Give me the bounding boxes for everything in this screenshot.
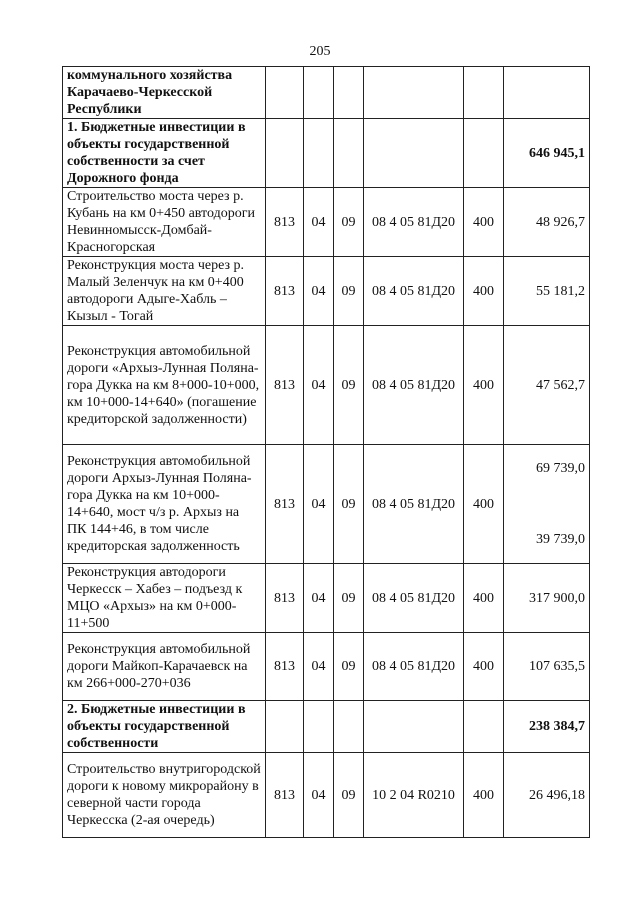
cell-name: Реконструкция автомобильной дороги Майкоп-Карачаевск на км 266+000-270+036 <box>63 633 266 701</box>
page-number: 205 <box>309 44 331 59</box>
cell-sum: 47 562,7 <box>504 326 590 445</box>
cell-sum: 26 496,18 <box>504 753 590 838</box>
cell-csr <box>364 119 464 188</box>
table-row <box>63 701 590 753</box>
cell-name: Реконструкция моста через р. Малый Зеленчук на км 0+400 автодороги Адыге-Хабль – Кызыл - Тогай <box>63 257 266 326</box>
cell-ved: 813 <box>266 326 304 445</box>
cell-ved: 813 <box>266 633 304 701</box>
cell-vr: 400 <box>464 445 504 564</box>
cell-ved: 813 <box>266 564 304 633</box>
cell-vr <box>464 119 504 188</box>
cell-pr <box>334 701 364 753</box>
cell-rz <box>304 701 334 753</box>
cell-pr: 09 <box>334 564 364 633</box>
cell-pr: 09 <box>334 445 364 564</box>
cell-sum: 317 900,0 <box>504 564 590 633</box>
cell-pr: 09 <box>334 188 364 257</box>
cell-name: 2. Бюджетные инвестиции в объекты государственной собственности <box>63 701 266 753</box>
cell-rz: 04 <box>304 188 334 257</box>
cell-pr: 09 <box>334 257 364 326</box>
cell-csr: 08 4 05 81Д20 <box>364 326 464 445</box>
cell-rz <box>304 119 334 188</box>
cell-name: Реконструкция автомобильной дороги «Архыз-Лунная Поляна-гора Дукка на км 8+000-10+000, км 10+000-14+640» (погашение кредиторской задолженности) <box>63 326 266 445</box>
cell-ved <box>266 701 304 753</box>
table-body <box>63 67 590 838</box>
cell-ved <box>266 67 304 119</box>
table-row <box>63 257 590 326</box>
cell-sum: 646 945,1 <box>504 119 590 188</box>
cell-csr: 08 4 05 81Д20 <box>364 257 464 326</box>
table-row <box>63 633 590 701</box>
cell-rz: 04 <box>304 753 334 838</box>
table-row <box>63 564 590 633</box>
cell-vr: 400 <box>464 257 504 326</box>
cell-sum <box>504 445 590 564</box>
cell-rz: 04 <box>304 445 334 564</box>
cell-sum <box>504 67 590 119</box>
cell-name: коммунального хозяйства Карачаево-Черкесской Республики <box>63 67 266 119</box>
cell-rz <box>304 67 334 119</box>
cell-csr: 08 4 05 81Д20 <box>364 445 464 564</box>
cell-sum: 55 181,2 <box>504 257 590 326</box>
cell-vr: 400 <box>464 633 504 701</box>
cell-ved: 813 <box>266 753 304 838</box>
cell-name: Реконструкция автодороги Черкесск – Хабез – подъезд к МЦО «Архыз» на км 0+000-11+500 <box>63 564 266 633</box>
sum-total: 69 739,0 <box>536 461 585 476</box>
table-row <box>63 119 590 188</box>
cell-ved: 813 <box>266 188 304 257</box>
cell-rz: 04 <box>304 564 334 633</box>
table-row <box>63 445 590 564</box>
cell-vr: 400 <box>464 753 504 838</box>
cell-pr <box>334 67 364 119</box>
cell-sum: 48 926,7 <box>504 188 590 257</box>
cell-pr <box>334 119 364 188</box>
cell-rz: 04 <box>304 326 334 445</box>
cell-ved <box>266 119 304 188</box>
cell-rz: 04 <box>304 633 334 701</box>
cell-name: Реконструкция автомобильной дороги Архыз-Лунная Поляна-гора Дукка на км 10+000-14+640, мост ч/з р. Архыз на ПК 144+46, в том числе кредиторская задолженность <box>63 445 266 564</box>
cell-csr: 10 2 04 R0210 <box>364 753 464 838</box>
table-row <box>63 67 590 119</box>
cell-csr: 08 4 05 81Д20 <box>364 564 464 633</box>
cell-vr <box>464 67 504 119</box>
table-row <box>63 753 590 838</box>
table-row <box>63 326 590 445</box>
cell-csr <box>364 701 464 753</box>
cell-csr: 08 4 05 81Д20 <box>364 188 464 257</box>
cell-name: Строительство моста через р. Кубань на км 0+450 автодороги Невинномысск-Домбай-Красногорская <box>63 188 266 257</box>
cell-sum: 107 635,5 <box>504 633 590 701</box>
cell-name: 1. Бюджетные инвестиции в объекты государственной собственности за счет Дорожного фонда <box>63 119 266 188</box>
cell-csr: 08 4 05 81Д20 <box>364 633 464 701</box>
cell-pr: 09 <box>334 753 364 838</box>
cell-sum: 238 384,7 <box>504 701 590 753</box>
sum-debt: 39 739,0 <box>536 532 585 547</box>
table-row <box>63 188 590 257</box>
cell-vr: 400 <box>464 564 504 633</box>
cell-vr: 400 <box>464 188 504 257</box>
cell-rz: 04 <box>304 257 334 326</box>
cell-vr <box>464 701 504 753</box>
cell-pr: 09 <box>334 326 364 445</box>
budget-table <box>62 66 590 838</box>
cell-ved: 813 <box>266 445 304 564</box>
cell-name: Строительство внутригородской дороги к новому микрорайону в северной части города Черкесска (2-ая очередь) <box>63 753 266 838</box>
cell-ved: 813 <box>266 257 304 326</box>
cell-vr: 400 <box>464 326 504 445</box>
cell-csr <box>364 67 464 119</box>
cell-pr: 09 <box>334 633 364 701</box>
